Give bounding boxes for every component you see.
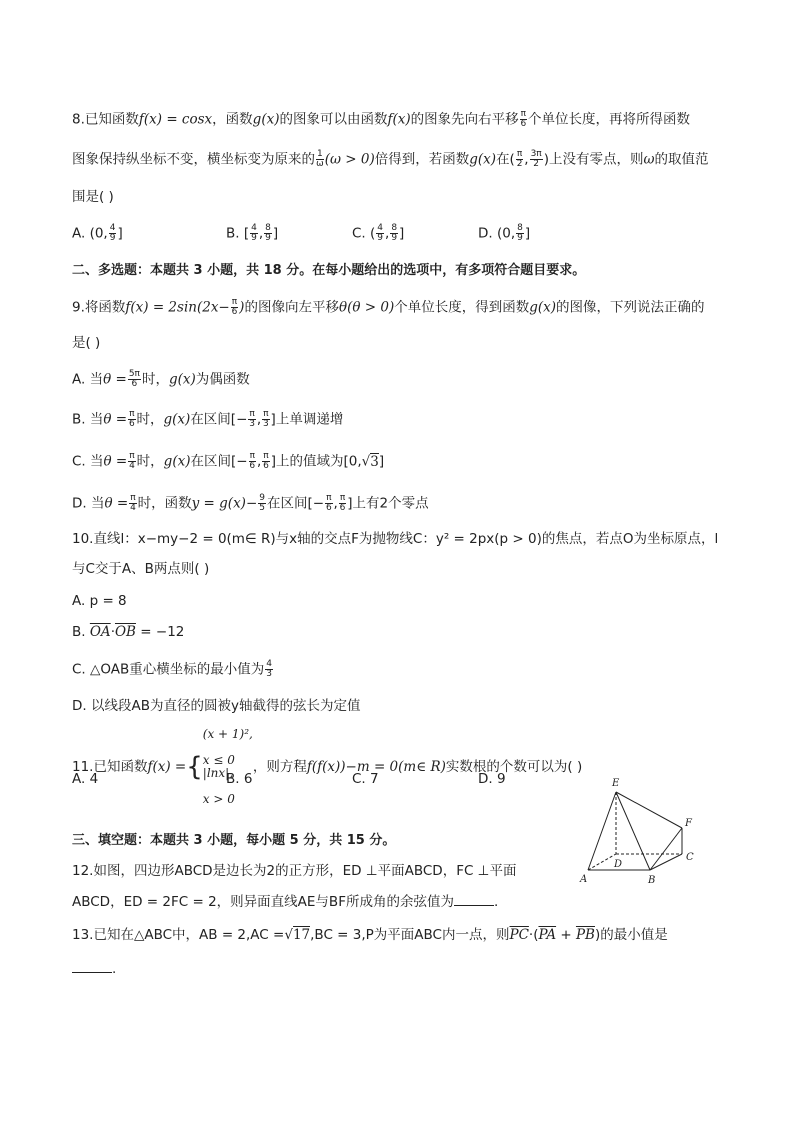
q10-option-b: B. $\overline{OA}\cdot\overline{OB} = -12$: [72, 624, 185, 640]
q9-option-b: B. 当θ = $\frac{\pi}{6}$ 时，g(x)在区间[− $\frac{\pi}{3}$ , $\frac{\pi}{3}$ ]上单调递增: [72, 409, 344, 429]
fraction: $\frac{1}{\omega}$: [316, 149, 324, 169]
math: f(x) = cosx: [138, 111, 213, 128]
label-c: C: [686, 852, 694, 863]
q11-line1: 11.已知函数f(x) ={ (x + 1)², x ≤ 0 |lnx|, x > 0 ，则方程f(f(x))−m = 0(m∈ R)实数根的个数可以为( ): [72, 727, 583, 806]
text: 8.已知函数: [72, 111, 139, 128]
q10-line2: 与C交于A、B两点则( ): [72, 561, 210, 577]
fraction: $\frac{3\pi}{2}$: [530, 149, 542, 169]
q8-line3: 围是( ): [72, 189, 114, 205]
q9-option-c: C. 当θ = $\frac{\pi}{4}$ 时，g(x)在区间[− $\frac{\pi}{6}$ , $\frac{\pi}{6}$ ]上的值域为[0,√3]: [72, 451, 385, 471]
q10-line1: 10.直线l：x−my−2 = 0(m∈ R)与x轴的交点F为抛物线C：y² = 2px(p > 0)的焦点，若点O为坐标原点，l: [72, 531, 719, 547]
math: ω: [643, 151, 655, 168]
text: 个单位长度，再将所得函数: [528, 111, 691, 128]
text: ，函数: [212, 111, 253, 128]
label-d: D: [614, 859, 623, 870]
text: 的图象先向右平移: [410, 111, 519, 128]
math: f(x): [387, 111, 411, 128]
q8-option-a: A. (0, $\frac{4}{9}$ ]: [72, 223, 123, 243]
math: (ω > 0): [324, 151, 375, 168]
label-e: E: [612, 778, 620, 789]
edge-ad: [588, 854, 616, 870]
q13-line1: 13.已知在△ABC中，AB = 2,AC =√17,BC = 3,P为平面ABC内一点，则$\overline{PC}\cdot(\overline{PA} + \overline{PB})$的最小值是: [72, 927, 668, 943]
geometry-figure: [572, 772, 712, 890]
label-a: A: [580, 874, 588, 885]
q10-option-a: A. p = 8: [72, 593, 127, 609]
fraction: $\frac{\pi}{6}$: [520, 109, 527, 129]
answer-blank[interactable]: [454, 893, 494, 906]
q12-line2: ABCD，ED = 2FC = 2，则异面直线AE与BF所成角的余弦值为 .: [72, 894, 499, 910]
q9-option-a: A. 当θ = $\frac{5\pi}{6}$ 时，g(x)为偶函数: [72, 369, 250, 389]
text: 的取值范: [654, 151, 709, 168]
edge-bc: [650, 854, 682, 870]
q13-line2: .: [72, 960, 116, 978]
q8-option-b: B. [ $\frac{4}{9}$ , $\frac{8}{9}$ ]: [226, 223, 279, 243]
edge-ef: [616, 792, 682, 828]
q8-option-c: C. ( $\frac{4}{9}$ , $\frac{8}{9}$ ]: [352, 223, 405, 243]
q10-option-c: C. △OAB重心横坐标的最小值为 $\frac{4}{3}$: [72, 659, 273, 679]
q11-option-b: B. 6: [226, 771, 253, 787]
q10-option-d: D. 以线段AB为直径的圆被y轴截得的弦长为定值: [72, 698, 361, 714]
q11-option-c: C. 7: [352, 771, 379, 787]
q9-line1: 9.将函数f(x) = 2sin(2x− $\frac{\pi}{6}$ )的图像向左平移θ(θ > 0)个单位长度，得到函数g(x)的图像，下列说法正确的: [72, 297, 705, 317]
text: 的图象可以由函数: [279, 111, 388, 128]
text: 图象保持纵坐标不变，横坐标变为原来的: [72, 151, 315, 168]
q8-line2: 图象保持纵坐标不变，横坐标变为原来的 $\frac{1}{\omega}$ (ω > 0)倍得到，若函数g(x)在( $\frac{\pi}{2}$ , $\frac{3\pi}{2}$ )上没有零点，则ω的取值范: [72, 149, 709, 169]
q9-option-d: D. 当θ = $\frac{\pi}{4}$ 时，函数y = g(x)− $\frac{9}{5}$ 在区间[− $\frac{\pi}{6}$ , $\frac{\pi}{6}$ ]上有2个零点: [72, 493, 429, 513]
edge-fb: [650, 828, 682, 870]
math: g(x): [469, 151, 497, 168]
q8-option-d: D. (0, $\frac{8}{9}$ ]: [478, 223, 531, 243]
q11-option-a: A. 4: [72, 771, 99, 787]
fraction: $\frac{\pi}{2}$: [516, 149, 523, 169]
text: )上没有零点，则: [543, 151, 644, 168]
label-b: B: [648, 875, 656, 886]
q8-line1: [72, 110, 690, 129]
section-2-heading: 二、多选题：本题共 3 小题，共 18 分。在每小题给出的选项中，有多项符合题目要求。: [72, 263, 586, 278]
text: 倍得到，若函数: [374, 151, 470, 168]
text: 在(: [496, 151, 515, 168]
q12-line1: 12.如图，四边形ABCD是边长为2的正方形，ED ⊥平面ABCD，FC ⊥平面: [72, 863, 517, 879]
q9-line2: 是( ): [72, 335, 101, 351]
section-3-heading: 三、填空题：本题共 3 小题，每小题 5 分，共 15 分。: [72, 833, 396, 848]
label-f: F: [685, 818, 692, 829]
math: g(x): [252, 111, 280, 128]
q11-option-d: D. 9: [478, 771, 506, 787]
answer-blank[interactable]: [72, 960, 112, 973]
edge-ae: [588, 792, 616, 870]
